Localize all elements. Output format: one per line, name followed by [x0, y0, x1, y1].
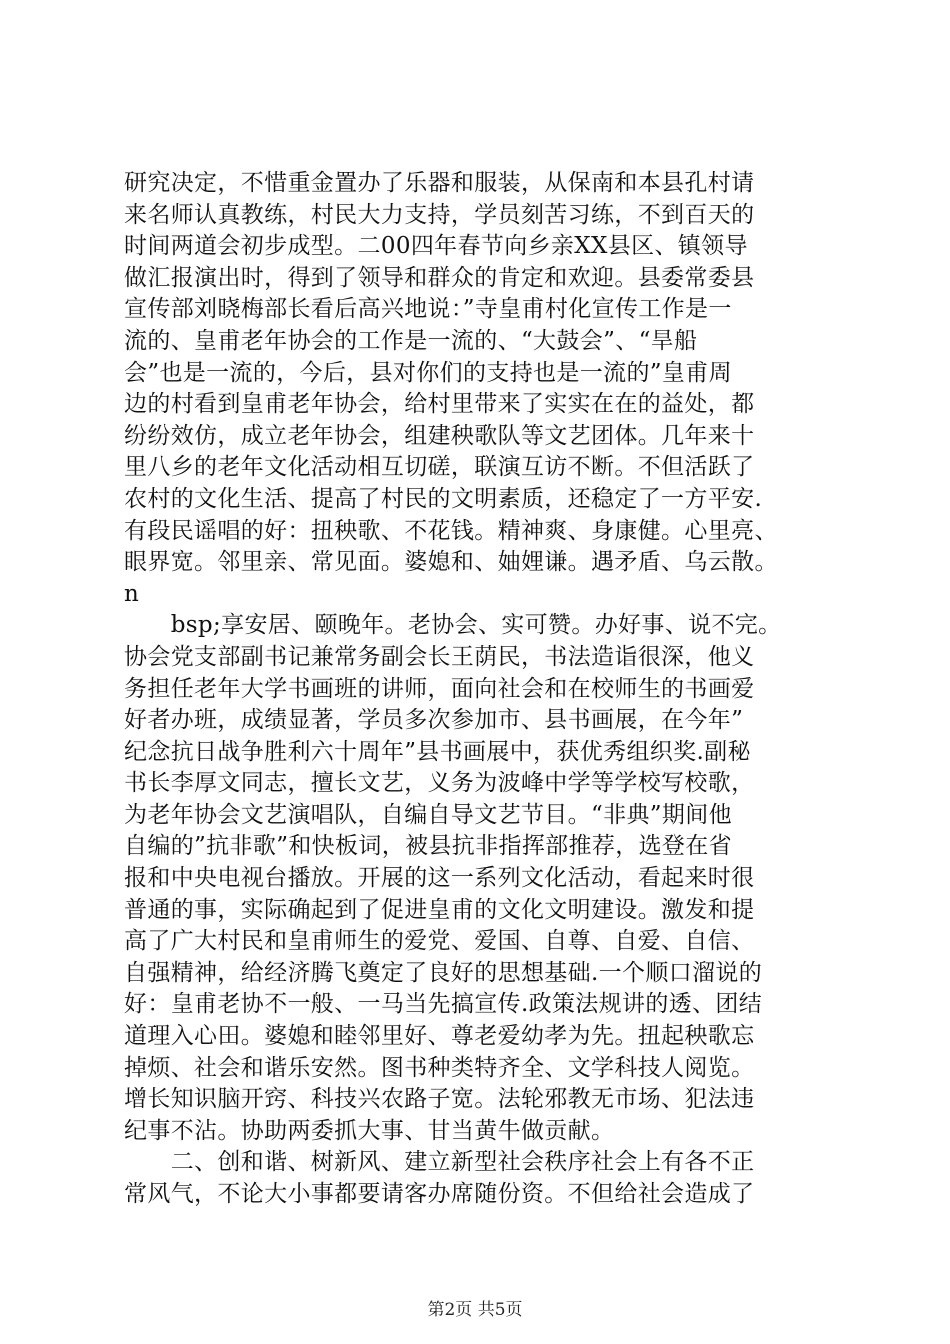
text-line: 报和中央电视台播放。开展的这一系列文化活动，看起来时很	[124, 865, 755, 892]
page-footer	[0, 1299, 950, 1321]
text-line: 做汇报演出时，得到了领导和群众的肯定和欢迎。县委常委县	[124, 264, 755, 291]
text-line: 为老年协会文艺演唱队，自编自导文艺节目。“非典”期间他	[124, 801, 732, 828]
text-line: 好者办班，成绩显著，学员多次参加市、县书画展，在今年”	[124, 707, 744, 734]
text-line: 纪念抗日战争胜利六十周年”县书画展中，获优秀组织奖.副秘	[124, 738, 751, 765]
text-line: 来名师认真教练，村民大力支持，学员刻苦习练，不到百天的	[124, 201, 755, 228]
text-line: bsp;享安居、颐晚年。老协会、实可赞。办好事、说不完。	[124, 612, 782, 639]
text-line: 流的、皇甫老年协会的工作是一流的、“大鼓会”、“旱船	[124, 327, 698, 354]
text-line: 纷纷效仿，成立老年协会，组建秧歌队等文艺团体。几年来十	[124, 422, 755, 449]
text-line: 边的村看到皇甫老年协会，给村里带来了实实在在的益处，都	[124, 391, 755, 418]
text-line: 务担任老年大学书画班的讲师，面向社会和在校师生的书画爱	[124, 675, 755, 702]
text-line: 掉烦、社会和谐乐安然。图书种类特齐全、文学科技人阅览。	[124, 1054, 755, 1081]
text-line: 高了广大村民和皇甫师生的爱党、爱国、自尊、自爱、自信、	[124, 928, 755, 955]
text-line: 自编的”抗非歌”和快板词，被县抗非指挥部推荐，选登在省	[124, 833, 732, 860]
text-line: 增长知识脑开窍、科技兴农路子宽。法轮邪教无市场、犯法违	[124, 1086, 755, 1113]
text-line: 协会党支部副书记兼常务副会长王荫民，书法造诣很深，他义	[124, 643, 755, 670]
text-line: 研究决定，不惜重金置办了乐器和服装，从保南和本县孔村请	[124, 170, 755, 196]
text-line: 眼界宽。邻里亲、常见面。婆媳和、妯娌谦。遇矛盾、乌云散。	[124, 549, 778, 576]
text-line: 时间两道会初步成型。二00四年春节向乡亲XX县区、镇领导	[124, 233, 748, 260]
text-line: 会”也是一流的，今后，县对你们的支持也是一流的”皇甫周	[124, 359, 732, 386]
text-line: 道理入心田。婆媳和睦邻里好、尊老爱幼孝为先。扭起秧歌忘	[124, 1023, 755, 1050]
text-line: 常风气，不论大小事都要请客办席随份资。不但给社会造成了	[124, 1181, 755, 1207]
text-line: n	[124, 580, 140, 607]
text-line: 有段民谣唱的好：扭秧歌、不花钱。精神爽、身康健。心里亮、	[124, 517, 778, 544]
text-line: 宣传部刘晓梅部长看后高兴地说：”寺皇甫村化宣传工作是一	[124, 296, 732, 323]
text-line: 纪事不沾。协助两委抓大事、甘当黄牛做贡献。	[124, 1117, 615, 1144]
page-number-label: 第2页 共5页	[427, 1300, 523, 1320]
text-line: 农村的文化生活、提高了村民的文明素质，还稳定了一方平安.	[124, 485, 763, 512]
text-line: 里八乡的老年文化活动相互切磋，联演互访不断。不但活跃了	[124, 454, 755, 481]
text-line: 自强精神，给经济腾飞奠定了良好的思想基础.一个顺口溜说的	[124, 959, 763, 986]
text-line: 普通的事，实际确起到了促进皇甫的文化文明建设。激发和提	[124, 896, 755, 923]
text-line: 书长李厚文同志，擅长文艺，义务为波峰中学等学校写校歌，	[124, 770, 755, 797]
body-text	[124, 168, 834, 1211]
text-line: 二、创和谐、树新风、建立新型社会秩序社会上有各不正	[124, 1149, 755, 1176]
text-line: 好：皇甫老协不一般、一马当先搞宣传.政策法规讲的透、团结	[124, 991, 763, 1018]
